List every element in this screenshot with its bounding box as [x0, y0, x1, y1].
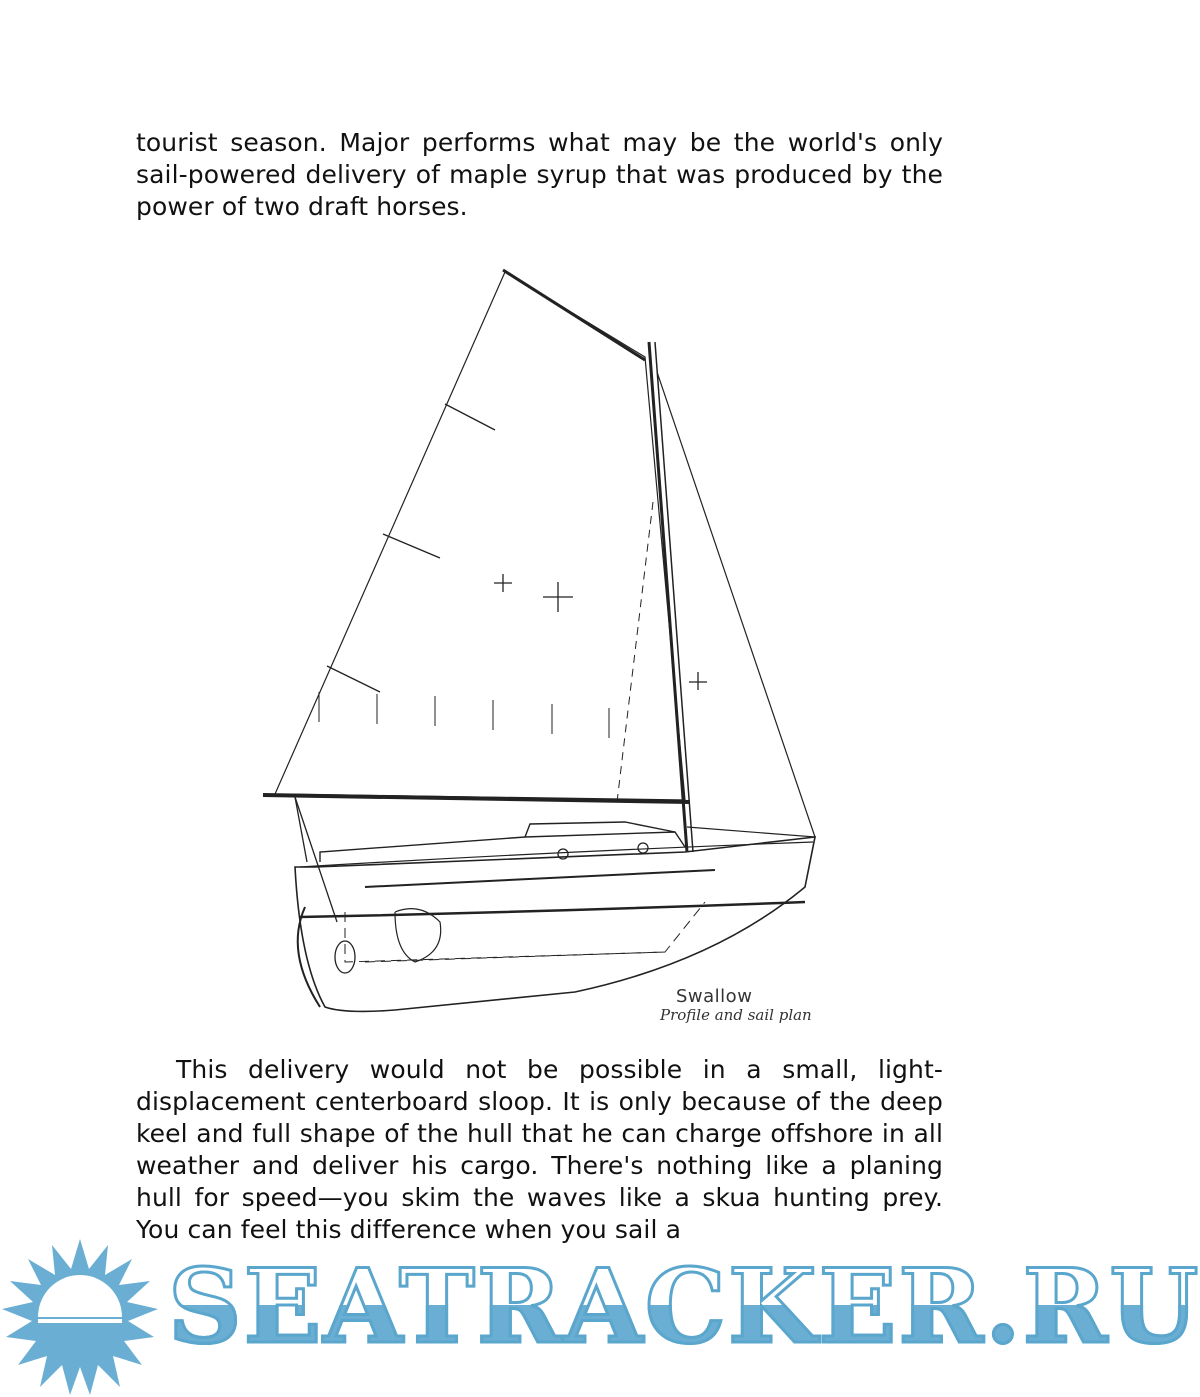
sailboat-drawing	[245, 262, 825, 1037]
sun-icon	[2, 1239, 158, 1395]
body-paragraph-bottom: This delivery would not be possible in a small, light-displacement centerboard sloop. It is only because of the deep keel and full shape of the hull that he can charge offshore in all weather and deliver his cargo. There's nothing like a planing hull for speed—you skim the waves like a skua hunting prey. You can feel this difference when you sail a	[136, 1055, 943, 1244]
body-paragraph-top: tourist season. Major performs what may be the world's only sail-powered delivery of maple syrup that was produced by the power of two draft horses.	[136, 128, 943, 221]
figure-caption-title: Swallow	[676, 986, 753, 1007]
figure-caption-subtitle: Profile and sail plan	[660, 1006, 812, 1024]
watermark-text: SEATRACKER.RU	[168, 1247, 1200, 1367]
